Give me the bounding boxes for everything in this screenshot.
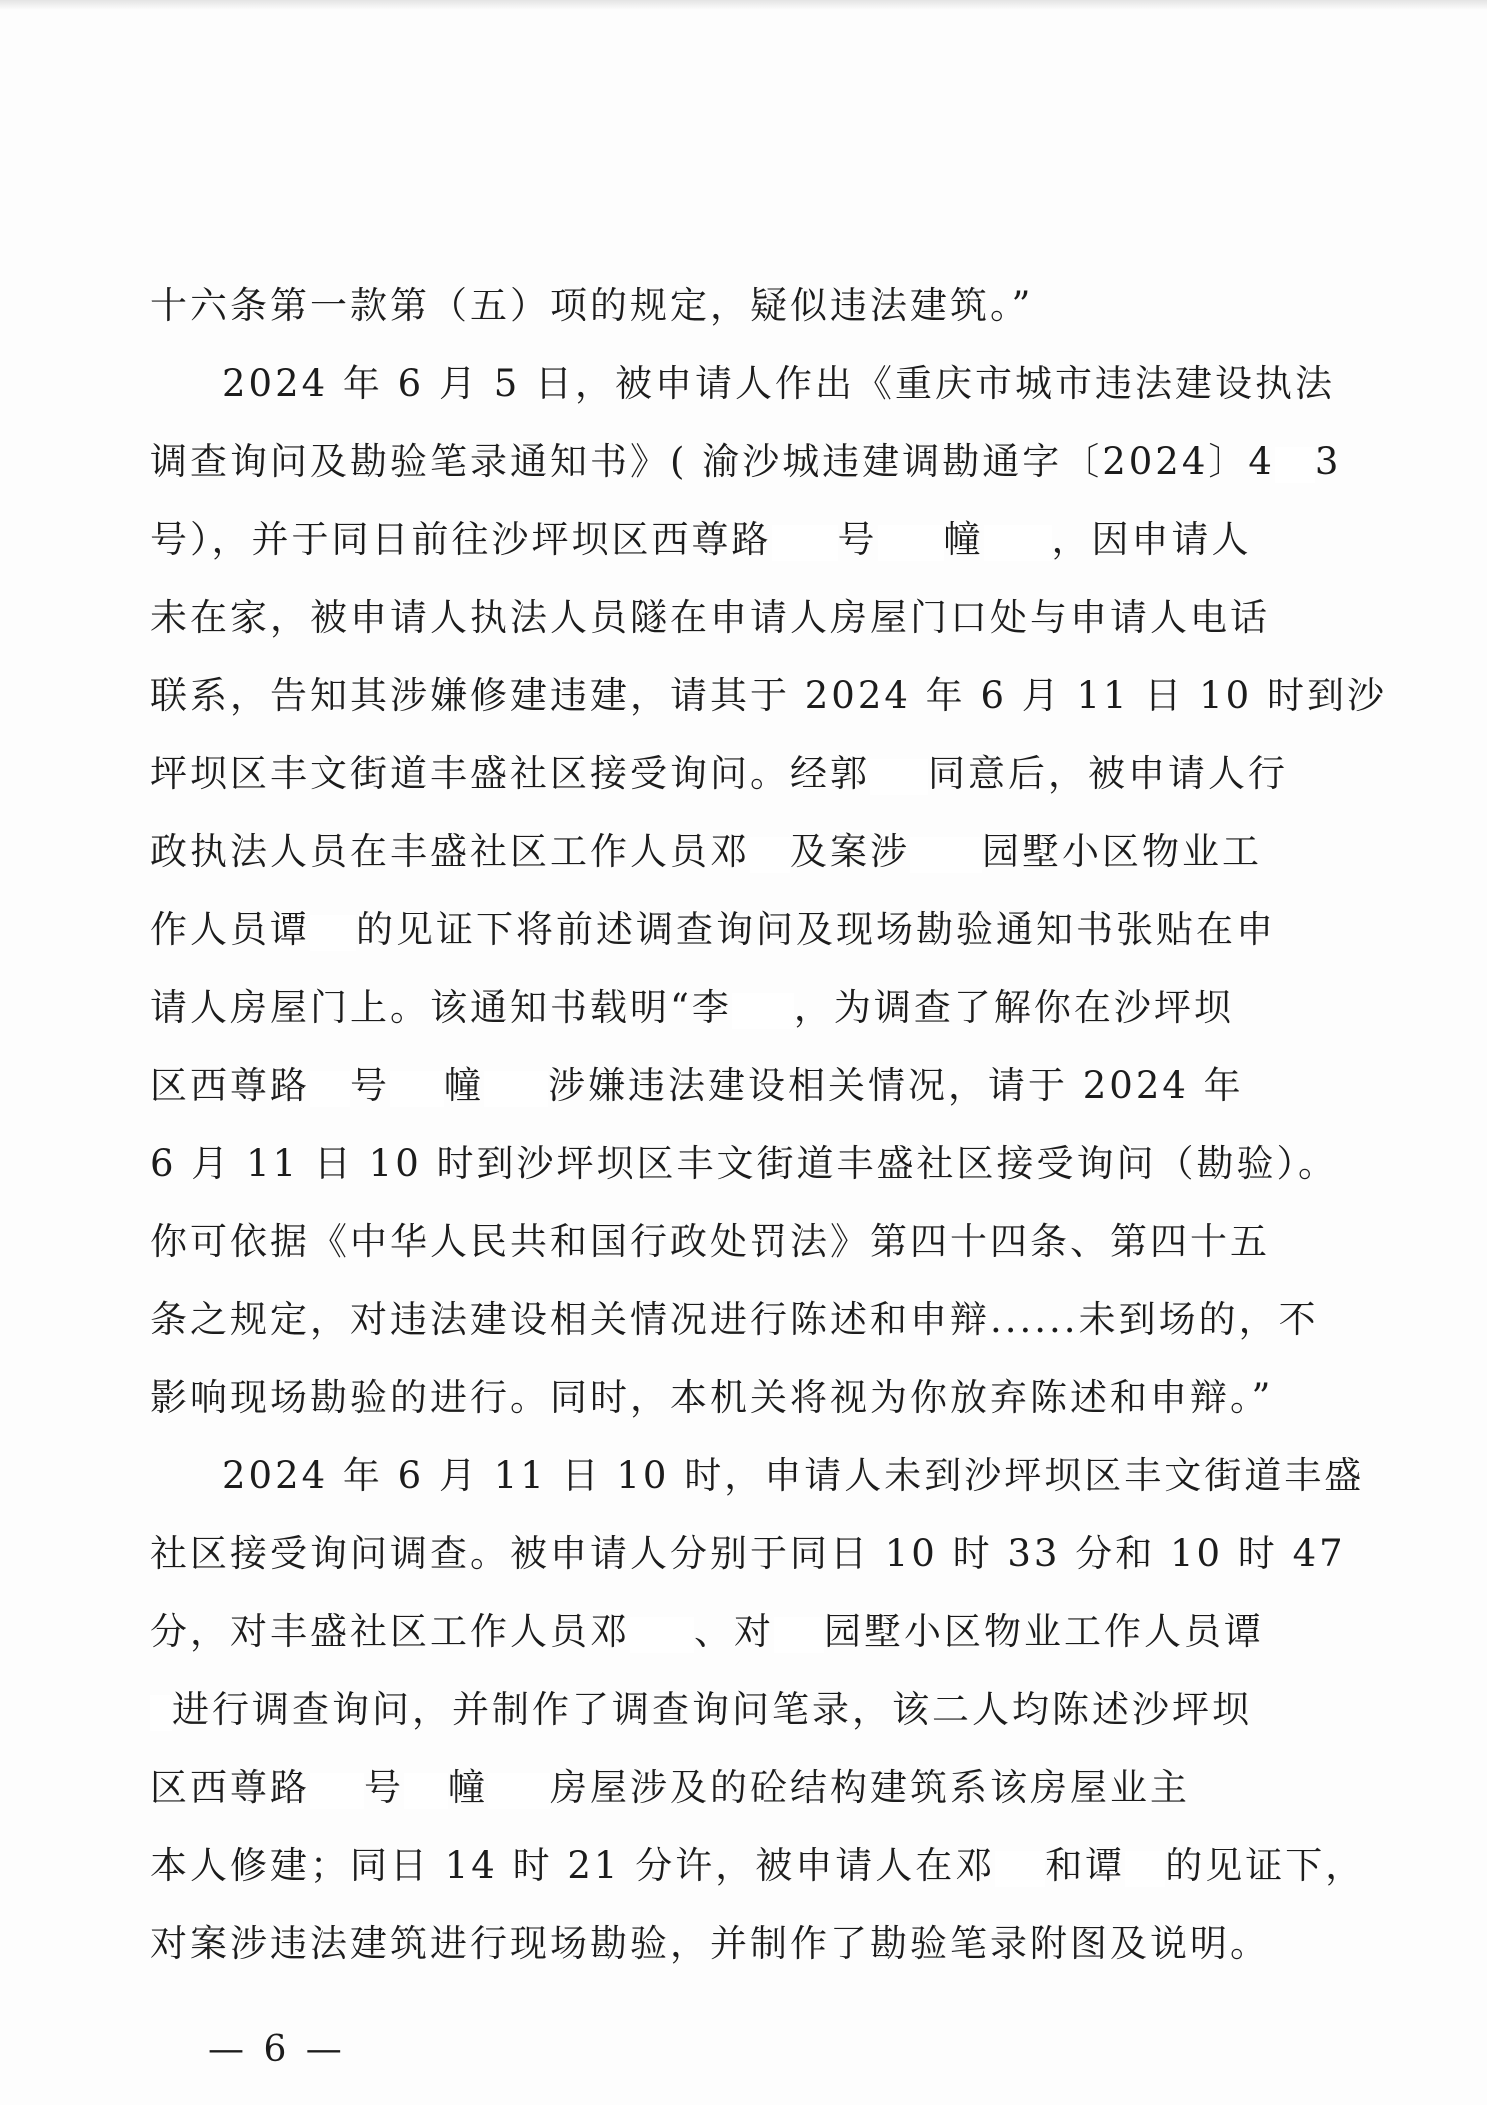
text-segment: 区西尊路 (150, 1064, 310, 1107)
text-line (150, 1368, 1274, 1428)
text-segment: 区西尊路 (150, 1766, 310, 1809)
text-segment: ，因申请人 (1051, 518, 1252, 561)
text-segment: 同意后，被申请人行 (928, 752, 1288, 795)
text-segment: 作人员谭 (150, 908, 310, 951)
redaction (995, 1851, 1045, 1887)
redaction (310, 915, 356, 951)
page-number: — 6 — (208, 2029, 346, 2070)
text-line (150, 1836, 1366, 1896)
text-segment: 你可依据《中华人民共和国行政处罚法》第四十四条、第四十五 (150, 1220, 1270, 1263)
text-segment: 条之规定，对违法建设相关情况进行陈述和申辩......未到场的，不 (150, 1298, 1319, 1341)
redaction (910, 837, 982, 873)
text-line (222, 354, 1342, 414)
redaction (488, 1773, 550, 1809)
text-segment: 和谭 (1045, 1844, 1126, 1887)
text-segment: 政执法人员在丰盛社区工作人员邓 (150, 830, 750, 873)
text-line (150, 1602, 1270, 1662)
redaction (750, 837, 790, 873)
text-line (150, 1056, 1270, 1116)
redaction (984, 525, 1052, 561)
scan-top-edge (0, 0, 1487, 10)
text-segment: 6 月 11 日 10 时到沙坪坝区丰文街道丰盛社区接受询问（勘验）。 (150, 1142, 1339, 1185)
text-line (150, 744, 1288, 804)
text-segment: 幢 (943, 518, 984, 561)
text-segment: 的见证下， (1165, 1844, 1366, 1887)
redaction (484, 1071, 548, 1107)
redaction (310, 1773, 364, 1809)
text-segment: 及案涉 (790, 830, 910, 873)
text-segment: 幢 (448, 1766, 488, 1809)
redaction (772, 525, 838, 561)
text-segment: 联系，告知其涉嫌修建违建，请其于 2024 年 6 月 11 日 10 时到沙 (150, 674, 1387, 717)
text-line (150, 900, 1276, 960)
text-segment: 园墅小区物业工作人员谭 (824, 1610, 1264, 1653)
redaction (630, 1617, 694, 1653)
text-segment: 房屋涉及的砼结构建筑系该房屋业主 (550, 1766, 1190, 1809)
redaction (1275, 447, 1315, 483)
redaction (1125, 1851, 1165, 1887)
text-segment: 号），并于同日前往沙坪坝区西尊路 (150, 518, 772, 561)
text-line (150, 1212, 1270, 1272)
text-segment: 未在家，被申请人执法人员隧在申请人房屋门口处与申请人电话 (150, 596, 1270, 639)
text-segment: 涉嫌违法建设相关情况，请于 2024 年 (548, 1064, 1244, 1107)
text-segment: 号 (364, 1766, 404, 1809)
text-segment: 十六条第一款第（五）项的规定，疑似违法建筑。” (150, 284, 1034, 327)
text-line (150, 822, 1270, 882)
redaction (390, 1071, 444, 1107)
text-line (222, 1446, 1365, 1506)
text-line (150, 1134, 1339, 1194)
text-line (150, 510, 1270, 570)
text-segment: 对案涉违法建筑进行现场勘验，并制作了勘验笔录附图及说明。 (150, 1922, 1270, 1965)
text-line (150, 432, 1342, 492)
text-line (150, 1524, 1346, 1584)
text-segment: 进行调查询问，并制作了调查询问笔录，该二人均陈述沙坪坝 (172, 1688, 1252, 1731)
text-segment: 调查询问及勘验笔录通知书》( 渝沙城违建调勘通字〔2024〕4 (150, 440, 1275, 483)
redaction (878, 525, 944, 561)
redaction (732, 993, 794, 1029)
redaction (870, 759, 928, 795)
text-line (150, 666, 1387, 726)
text-segment: 、对 (694, 1610, 774, 1653)
text-line (150, 276, 1270, 336)
text-segment: 3 (1314, 440, 1342, 483)
redaction (774, 1617, 824, 1653)
redaction (404, 1773, 448, 1809)
text-segment: 幢 (444, 1064, 484, 1107)
redaction (150, 1695, 172, 1731)
text-segment: 社区接受询问调查。被申请人分别于同日 10 时 33 分和 10 时 47 (150, 1532, 1346, 1575)
text-segment: 2024 年 6 月 11 日 10 时，申请人未到沙坪坝区丰文街道丰盛 (222, 1454, 1365, 1497)
text-segment: 2024 年 6 月 5 日，被申请人作出《重庆市城市违法建设执法 (222, 362, 1336, 405)
text-segment: 请人房屋门上。该通知书载明“李 (150, 986, 732, 1029)
text-line (150, 1290, 1319, 1350)
text-line (150, 1914, 1270, 1974)
text-line (150, 1758, 1270, 1818)
text-segment: 影响现场勘验的进行。同时，本机关将视为你放弃陈述和申辩。” (150, 1376, 1274, 1419)
text-segment: 号 (350, 1064, 390, 1107)
text-segment: 坪坝区丰文街道丰盛社区接受询问。经郭 (150, 752, 870, 795)
text-line (150, 1680, 1270, 1740)
redaction (310, 1071, 350, 1107)
text-segment: 分，对丰盛社区工作人员邓 (150, 1610, 630, 1653)
text-segment: 的见证下将前述调查询问及现场勘验通知书张贴在申 (356, 908, 1276, 951)
text-line (150, 588, 1270, 648)
text-segment: 号 (837, 518, 878, 561)
text-segment: 园墅小区物业工 (982, 830, 1262, 873)
text-segment: ，为调查了解你在沙坪坝 (793, 986, 1234, 1029)
text-segment: 本人修建；同日 14 时 21 分许，被申请人在邓 (150, 1844, 996, 1887)
text-line (150, 978, 1270, 1038)
